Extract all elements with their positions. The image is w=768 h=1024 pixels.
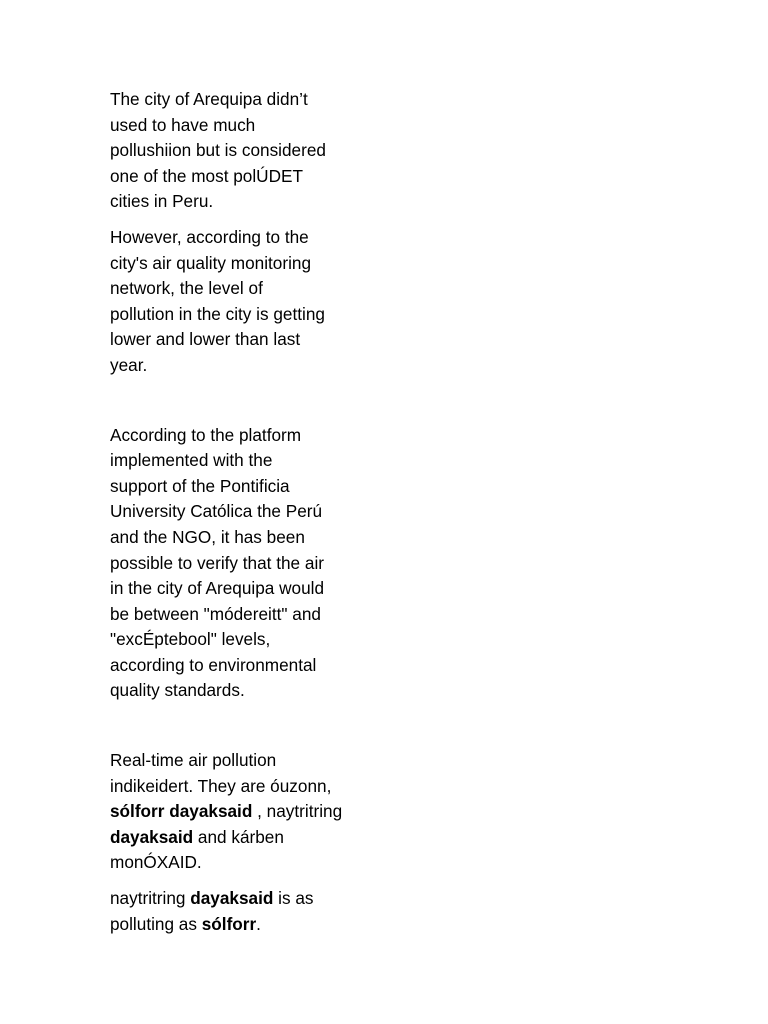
text-line: year. — [110, 354, 148, 375]
text-line: support of the Pontificia — [110, 475, 290, 496]
text-run: naytritring — [110, 888, 191, 909]
text-line — [110, 850, 368, 876]
text-line — [110, 886, 368, 912]
text-run: monÓXAID. — [110, 852, 202, 873]
text-run: , naytritring — [252, 801, 343, 822]
paragraph-arequipa-intro — [110, 87, 368, 215]
text-line — [110, 748, 368, 774]
text-line — [110, 774, 368, 800]
text-line: University Católica the Perú — [110, 501, 323, 522]
text-line — [110, 825, 368, 851]
text-run: Real-time air pollution — [110, 750, 277, 771]
text-line: "excÉptebool" levels, — [110, 629, 271, 650]
paragraph-indicators — [110, 748, 368, 876]
paragraph-comparison — [110, 886, 368, 937]
text-line: according to environmental — [110, 654, 317, 675]
text-line: used to have much — [110, 114, 256, 135]
text-line: be between "módereitt" and — [110, 603, 321, 624]
bold-text-run: dayaksaid — [110, 826, 194, 847]
text-line: pollushiion but is considered — [110, 140, 326, 161]
text-line: one of the most polÚDET — [110, 165, 303, 186]
text-line: network, the level of — [110, 278, 263, 299]
bold-text-run: sólforr dayaksaid — [110, 801, 253, 822]
bold-text-run: dayaksaid — [190, 888, 274, 909]
text-line: pollution in the city is getting — [110, 303, 325, 324]
text-line: The city of Arequipa didn’t — [110, 89, 308, 109]
text-line: implemented with the — [110, 450, 273, 471]
text-run: . — [256, 913, 261, 934]
text-line: in the city of Arequipa would — [110, 578, 325, 599]
article-text — [110, 87, 368, 937]
bold-text-run: sólforr — [201, 913, 257, 934]
text-line: lower and lower than last — [110, 329, 301, 350]
text-line: and the NGO, it has been — [110, 526, 305, 547]
paragraph-monitoring-network — [110, 225, 368, 379]
text-run: and kárben — [193, 826, 284, 847]
text-line: quality standards. — [110, 680, 245, 701]
text-line: cities in Peru. — [110, 191, 214, 212]
text-line: possible to verify that the air — [110, 552, 324, 573]
text-line: city's air quality monitoring — [110, 252, 312, 273]
text-line — [110, 799, 368, 825]
text-line: However, according to the — [110, 226, 309, 247]
text-line — [110, 912, 368, 938]
text-line: According to the platform — [110, 424, 302, 445]
text-run: is as — [273, 888, 314, 909]
paragraph-platform — [110, 423, 368, 705]
text-run: polluting as — [110, 913, 202, 934]
text-run: indikeidert. They are óuzonn, — [110, 775, 332, 796]
